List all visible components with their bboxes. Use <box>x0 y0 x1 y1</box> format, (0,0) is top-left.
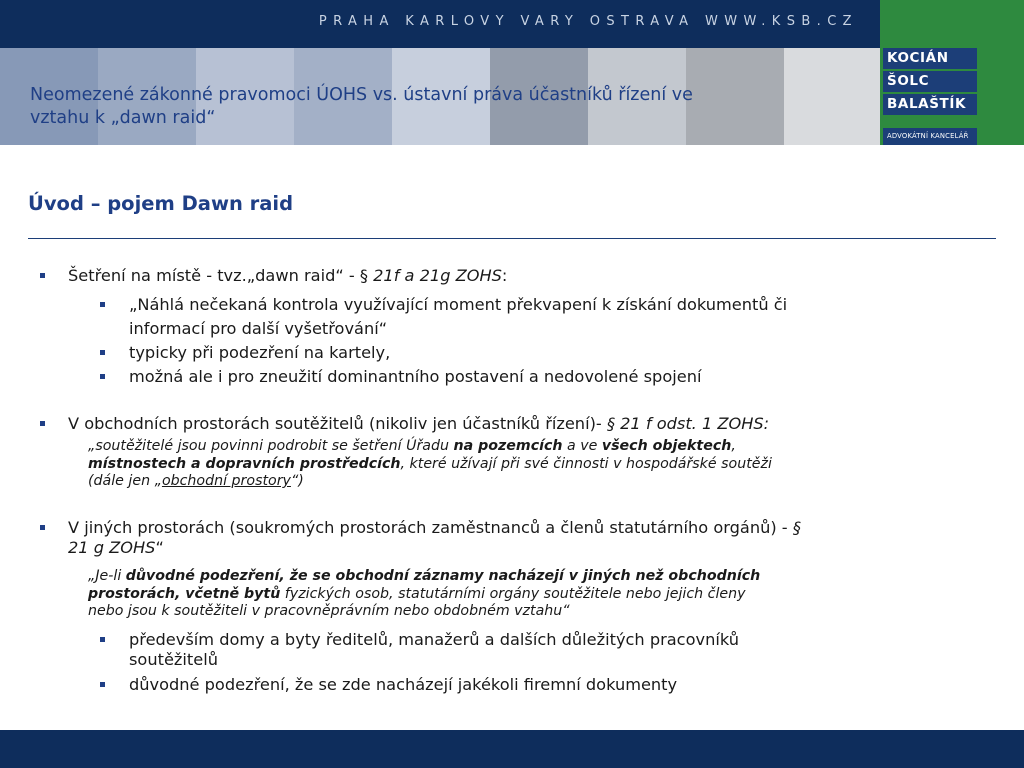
cities-line: PRAHA KARLOVY VARY OSTRAVA WWW.KSB.CZ <box>318 14 858 29</box>
sub-text: „Náhlá nečekaná kontrola využívající moment překvapení k získání dokumentů či <box>129 295 788 314</box>
bullet-square-icon <box>100 682 105 687</box>
footer-bar <box>0 730 1024 768</box>
logo-subtitle: ADVOKÁTNÍ KANCELÁŘ <box>883 128 977 145</box>
bullet-square-icon <box>100 637 105 642</box>
top-bar <box>0 0 880 48</box>
bullet-square-icon <box>40 273 45 278</box>
bullet-square-icon <box>40 421 45 426</box>
quote-2: „Je-li důvodné podezření, že se obchodní záznamy nacházejí v jiných než obchodních prostorách, včetně bytů fyzických osob, statutárními orgány soutěžitele nebo jejich členy nebo jsou k soutěžiteli v pracovněprávním nebo obdobném vztahu“ <box>88 568 761 619</box>
section-heading: Úvod – pojem Dawn raid <box>28 192 294 215</box>
bullet-square-icon <box>40 525 45 530</box>
sub-text: informací pro další vyšetřování“ <box>129 319 388 338</box>
slide-title <box>30 84 830 130</box>
company-logo <box>880 0 1024 145</box>
bullet-square-icon <box>100 302 105 307</box>
logo-name-2: ŠOLC <box>883 71 977 92</box>
sub-text: především domy a byty ředitelů, manažerů a dalších důležitých pracovníků <box>129 630 739 649</box>
title-line-1: Neomezené zákonné pravomoci ÚOHS vs. ústavní práva účastníků řízení ve <box>30 85 693 105</box>
quote-1: „soutěžitelé jsou povinni podrobit se šetření Úřadu na pozemcích a ve všech objektech, místnostech a dopravních prostředcích, které užívají při své činnosti v hospodářské soutěži (dále jen „obchodní prostory“) <box>88 438 772 489</box>
logo-name-3: BALAŠTÍK <box>883 94 977 115</box>
sub-text: soutěžitelů <box>129 650 218 669</box>
sub-text: typicky při podezření na kartely, <box>129 343 391 362</box>
title-line-2: vztahu k „dawn raid“ <box>30 108 216 128</box>
bullet-square-icon <box>100 350 105 355</box>
sub-text: možná ale i pro zneužití dominantního postavení a nedovolené spojení <box>129 367 702 386</box>
divider <box>28 238 996 239</box>
bullet-square-icon <box>100 374 105 379</box>
sub-text: důvodné podezření, že se zde nacházejí jakékoli firemní dokumenty <box>129 675 678 694</box>
bullet-1-text: Šetření na místě - tvz.„dawn raid“ - § 21f a 21g ZOHS: <box>68 266 508 285</box>
logo-name-1: KOCIÁN <box>883 48 977 69</box>
bullet-2-text: V obchodních prostorách soutěžitelů (nikoliv jen účastníků řízení)- § 21 f odst. 1 ZOHS: <box>68 414 770 433</box>
bullet-3-text: V jiných prostorách (soukromých prostorách zaměstnanců a členů statutárního orgánů) - § 21 g ZOHS“ <box>68 518 801 557</box>
